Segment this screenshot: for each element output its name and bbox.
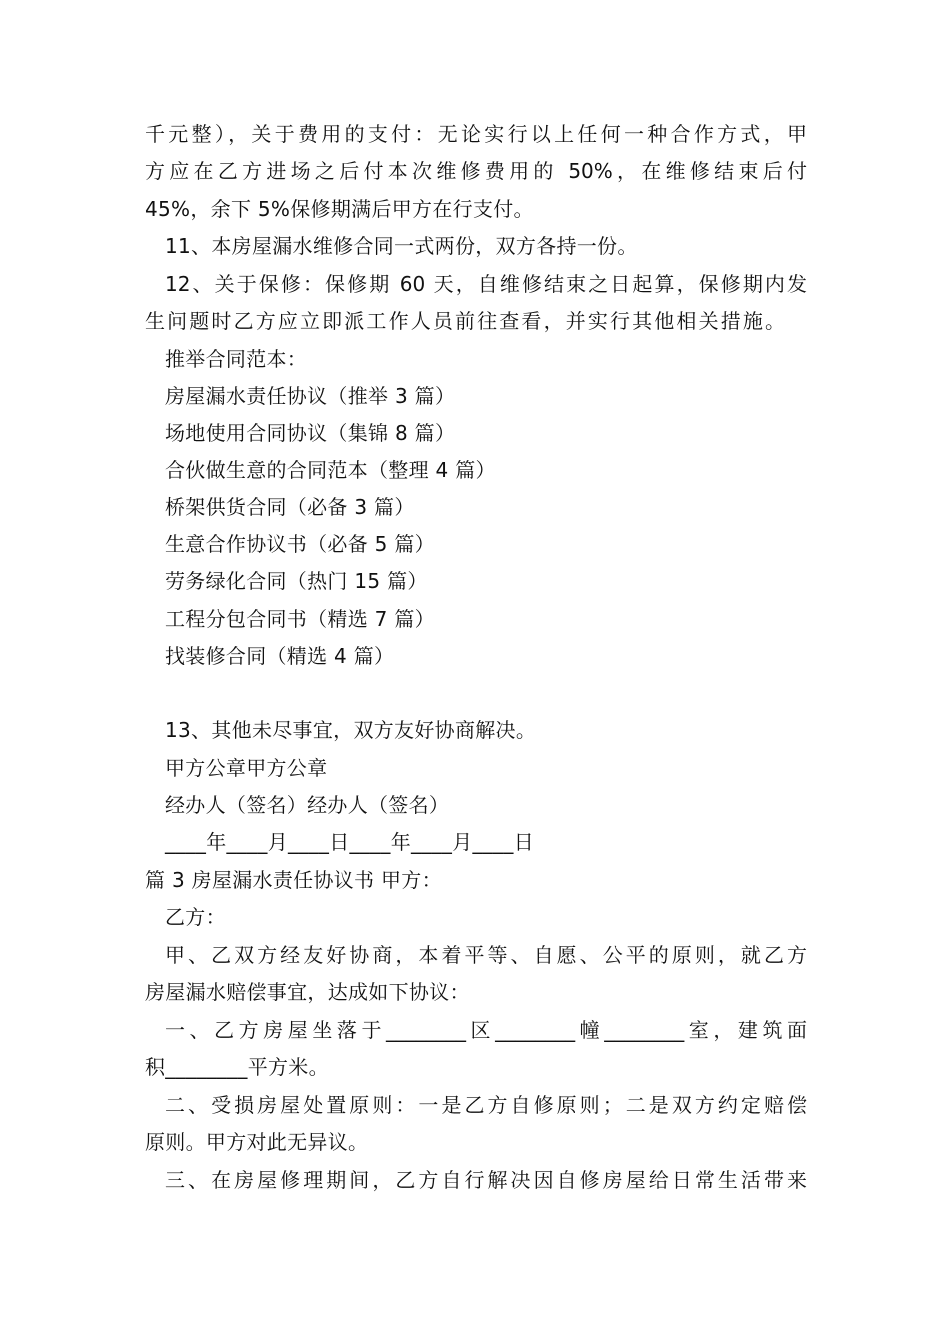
text-line: 一、乙方房屋坐落于________区________幢________室，建筑面 <box>165 1018 807 1042</box>
text-line: 甲、乙双方经友好协商，本着平等、自愿、公平的原则，就乙方 <box>165 943 807 967</box>
text-line: 生问题时乙方应立即派工作人员前往查看，并实行其他相关措施。 <box>145 309 785 333</box>
list-item: 场地使用合同协议（集锦 8 篇） <box>165 421 456 445</box>
text-line: 经办人（签名）经办人（签名） <box>165 793 450 817</box>
text-line: 13、其他未尽事宜，双方友好协商解决。 <box>165 718 537 742</box>
text-line: 积________平方米。 <box>145 1055 329 1079</box>
text-line: 11、本房屋漏水维修合同一式两份，双方各持一份。 <box>165 234 638 258</box>
text-line: 二、受损房屋处置原则：一是乙方自修原则；二是双方约定赔偿 <box>165 1093 807 1117</box>
list-item: 生意合作协议书（必备 5 篇） <box>165 532 435 556</box>
text-line: 原则。甲方对此无异议。 <box>145 1130 369 1154</box>
text-line: 房屋漏水赔偿事宜，达成如下协议： <box>145 980 470 1004</box>
list-item: 合伙做生意的合同范本（整理 4 篇） <box>165 458 496 482</box>
list-item: 工程分包合同书（精选 7 篇） <box>165 607 435 631</box>
list-item: 桥架供货合同（必备 3 篇） <box>165 495 415 519</box>
text-line: 12、关于保修：保修期 60 天，自维修结束之日起算，保修期内发 <box>165 272 807 296</box>
text-line: 千元整），关于费用的支付：无论实行以上任何一种合作方式，甲 <box>145 122 807 146</box>
list-item: 房屋漏水责任协议（推举 3 篇） <box>165 384 456 408</box>
text-line: 方应在乙方进场之后付本次维修费用的 50%，在维修结束后付 <box>145 159 807 183</box>
section-heading: 篇 3 房屋漏水责任协议书 甲方： <box>145 868 442 892</box>
list-item: 劳务绿化合同（热门 15 篇） <box>165 569 428 593</box>
text-line: 45%，余下 5%保修期满后甲方在行支付。 <box>145 197 534 221</box>
text-line: 三、在房屋修理期间，乙方自行解决因自修房屋给日常生活带来 <box>165 1168 807 1192</box>
text-line: 乙方： <box>165 905 226 929</box>
text-line: 甲方公章甲方公章 <box>165 756 328 780</box>
text-line: 推举合同范本： <box>165 347 308 371</box>
list-item: 找装修合同（精选 4 篇） <box>165 644 395 668</box>
date-line: ____年____月____日____年____月____日 <box>165 830 534 854</box>
